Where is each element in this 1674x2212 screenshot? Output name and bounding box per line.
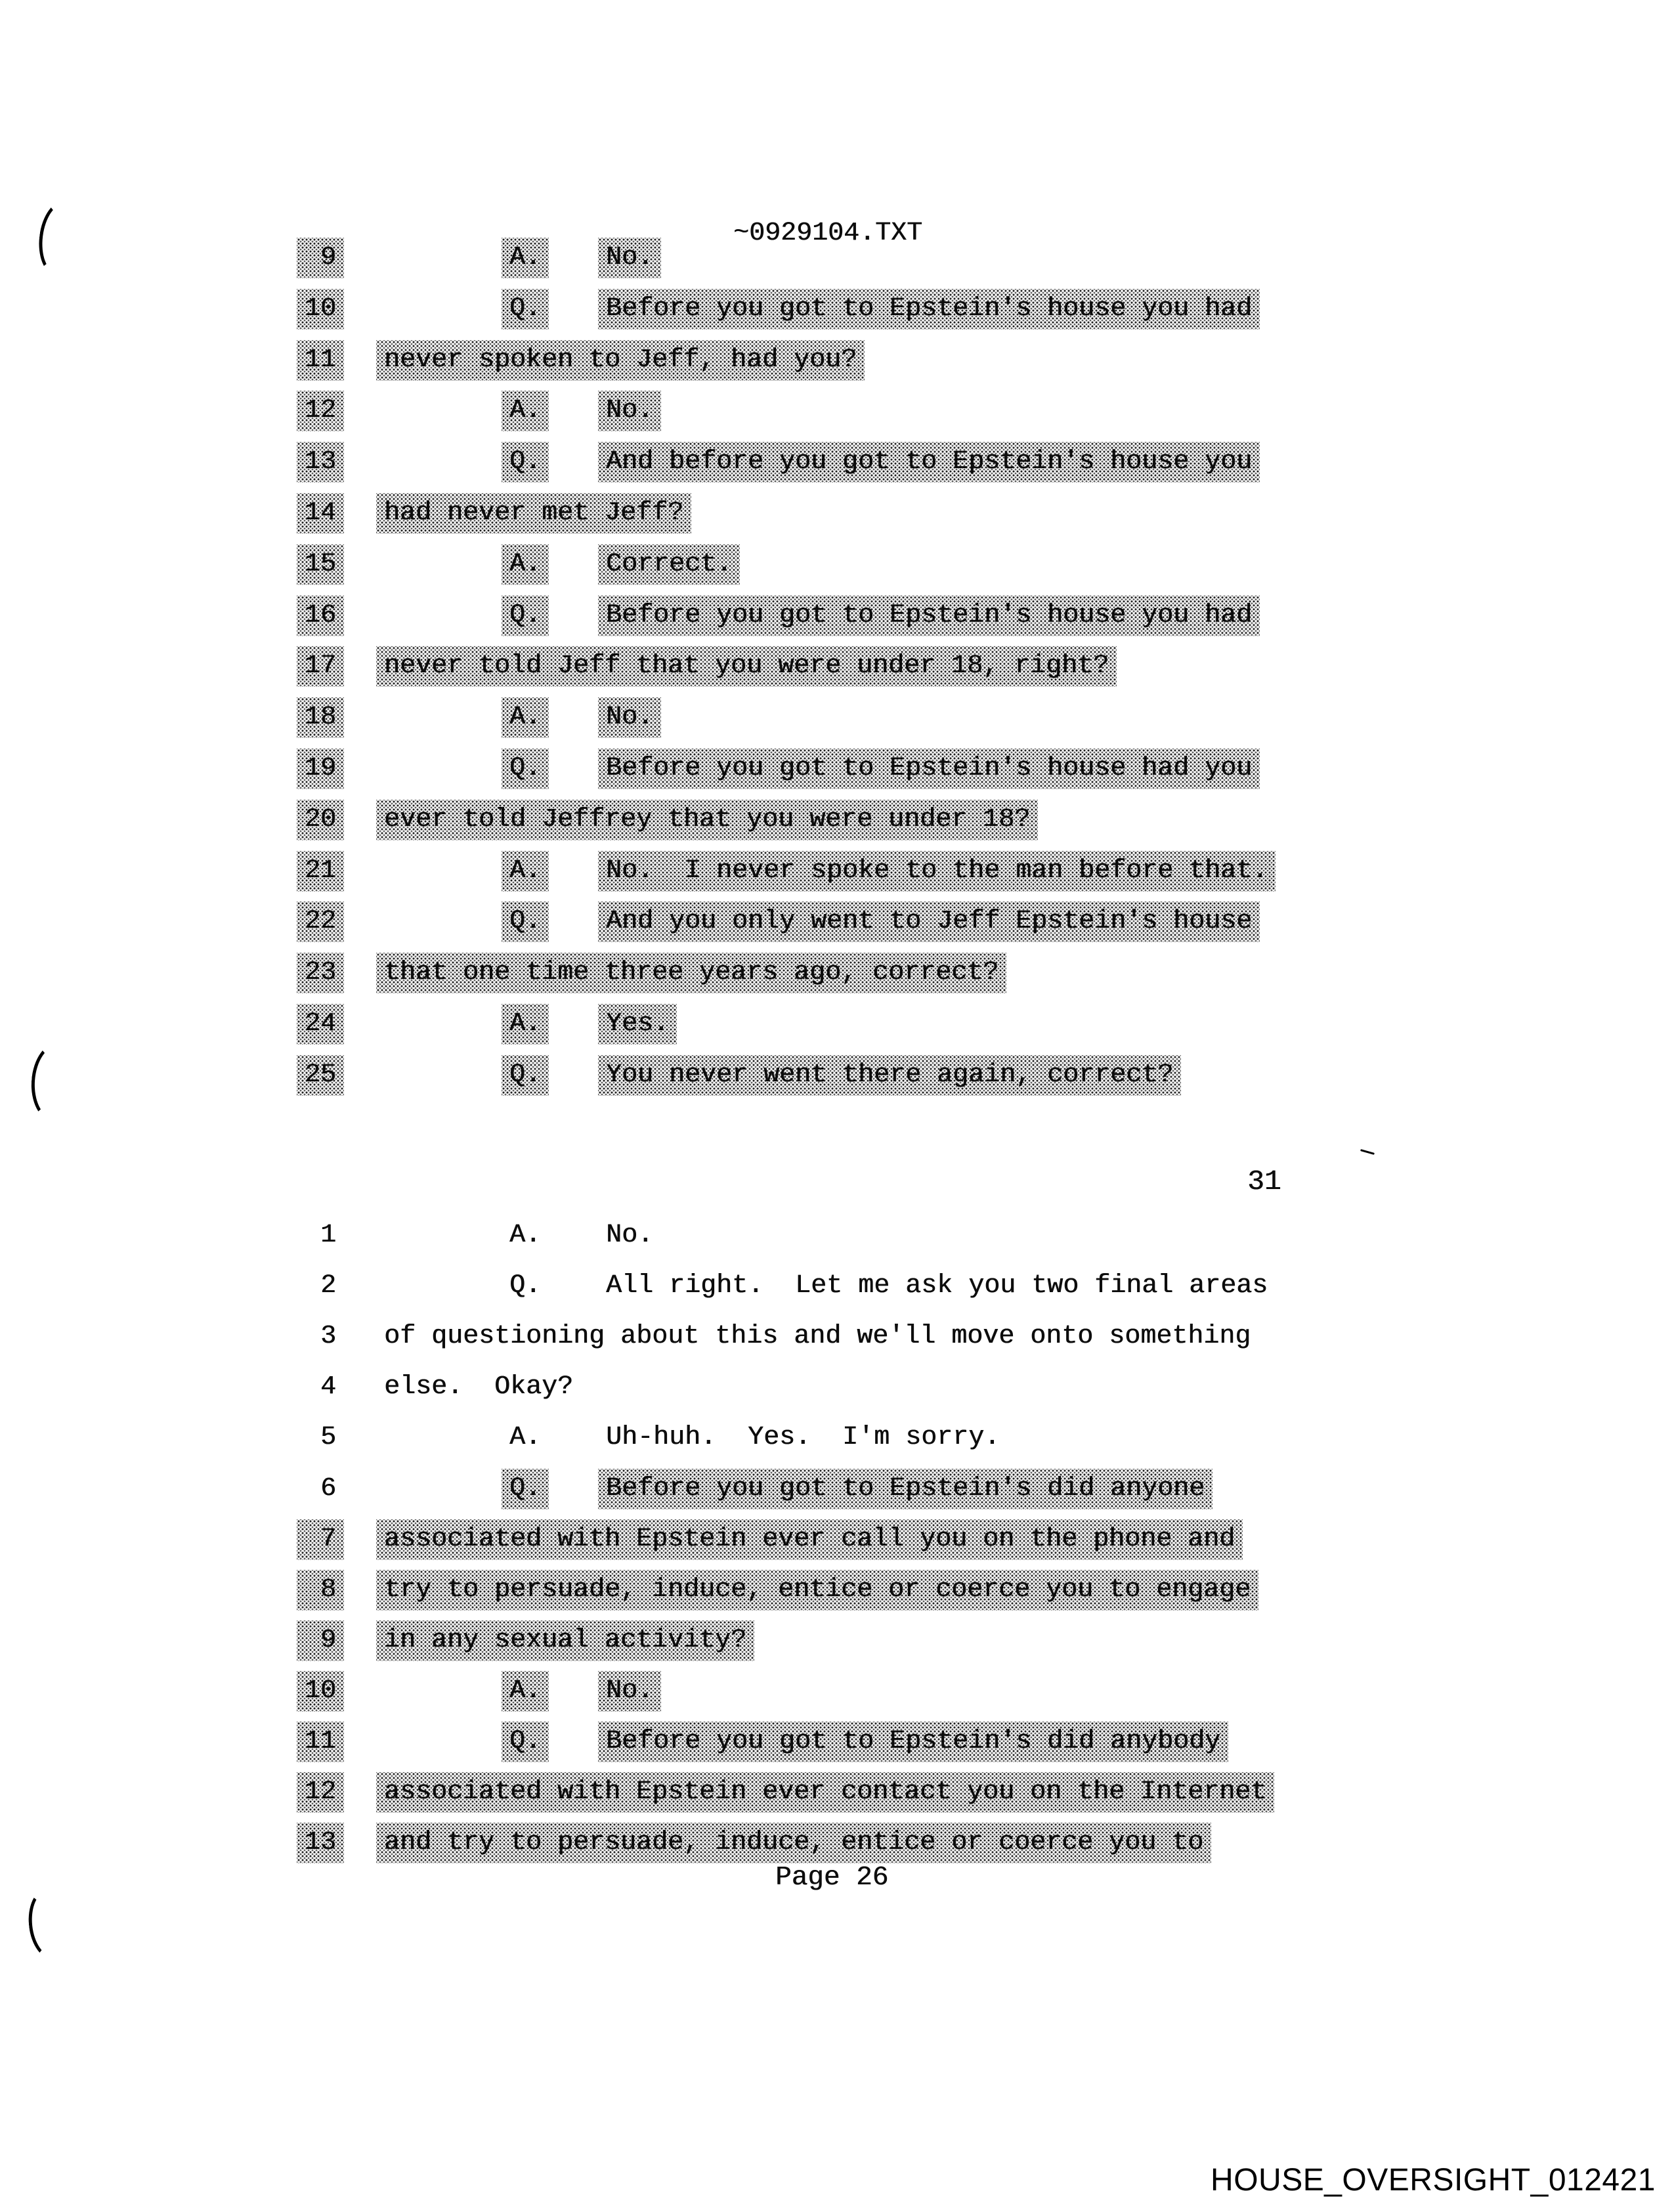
transcript-line [0,1266,1674,1307]
line-text: No. [598,391,661,431]
speaker-label: A. [502,697,549,738]
line-text: Before you got to Epstein's house you had [598,596,1260,636]
line-number: 9 [297,238,344,278]
line-number: 3 [320,1322,336,1351]
line-text: in any sexual activity? [376,1620,754,1661]
speaker-label: Q. [502,748,549,789]
transcript-line [0,697,1674,738]
line-text: of questioning about this and we'll move onto something [384,1322,1251,1351]
speaker-label: A. [502,391,549,431]
line-number: 11 [297,1722,344,1762]
line-number: 7 [297,1519,344,1560]
line-number: 10 [297,1671,344,1712]
line-text: Before you got to Epstein's house had you [598,748,1260,789]
line-text: else. Okay? [384,1372,574,1402]
transcript-line [0,901,1674,942]
transcript-line [0,800,1674,840]
speaker-label: Q. [502,1469,549,1509]
footer-page-label: Page 26 [775,1863,889,1893]
transcript-line [0,442,1674,483]
bates-stamp: HOUSE_OVERSIGHT_012421 [1211,2163,1656,2198]
transcript-line [0,1823,1674,1863]
transcript-line [0,1722,1674,1762]
line-text: never spoken to Jeff, had you? [376,340,865,381]
line-number: 21 [297,851,344,892]
transcript-line [0,953,1674,993]
transcript-line [0,1469,1674,1509]
line-text: No. [598,1671,661,1712]
speaker-label: A. [509,1423,542,1452]
speaker-label: A. [502,1671,549,1712]
speaker-label: Q. [502,442,549,483]
punch-hole-artifact-bottom [26,1886,75,1961]
line-number: 13 [297,1823,344,1863]
speaker-label: A. [502,851,549,892]
line-number: 18 [297,697,344,738]
line-number: 20 [297,800,344,840]
line-number: 5 [320,1423,336,1452]
line-text: associated with Epstein ever call you on the phone and [376,1519,1243,1560]
line-number: 17 [297,646,344,687]
transcript-line [0,748,1674,789]
line-number: 1 [320,1221,336,1250]
line-number: 13 [297,442,344,483]
line-text: Correct. [598,544,740,585]
line-text: and try to persuade, induce, entice or coerce you to [376,1823,1211,1863]
line-number: 23 [297,953,344,993]
line-text: Before you got to Epstein's house you had [598,289,1260,330]
line-number: 4 [320,1372,336,1402]
transcript-line [0,1215,1674,1256]
speaker-label: Q. [502,289,549,330]
line-text: No. [606,1221,654,1250]
transcript-line [0,646,1674,687]
line-text: No. I never spoke to the man before that. [598,851,1276,892]
header-filename: ~0929104.TXT [733,219,923,248]
line-number: 14 [297,493,344,534]
line-text: never told Jeff that you were under 18, right? [376,646,1117,687]
speaker-label: Q. [509,1271,542,1301]
transcript-line [0,1671,1674,1712]
transcript-line [0,1055,1674,1096]
transcript-line [0,544,1674,585]
line-number: 25 [297,1055,344,1096]
line-text: You never went there again, correct? [598,1055,1181,1096]
line-number: 12 [297,1772,344,1813]
page-number: 31 [1247,1165,1281,1198]
line-text: All right. Let me ask you two final areas [606,1271,1268,1301]
line-text: that one time three years ago, correct? [376,953,1006,993]
line-number: 2 [320,1271,336,1301]
transcript-line [0,1367,1674,1408]
line-text: ever told Jeffrey that you were under 18? [376,800,1038,840]
line-text: Yes. [598,1004,677,1045]
transcript-line [0,1316,1674,1357]
line-number: 9 [297,1620,344,1661]
line-text: And before you got to Epstein's house you [598,442,1260,483]
line-number: 12 [297,391,344,431]
line-text: Before you got to Epstein's did anyone [598,1469,1213,1509]
transcript-line [0,1620,1674,1661]
speaker-label: A. [502,238,549,278]
line-text: No. [598,697,661,738]
speaker-label: Q. [502,596,549,636]
line-text: Before you got to Epstein's did anybody [598,1722,1228,1762]
speaker-label: A. [502,544,549,585]
speaker-label: Q. [502,901,549,942]
line-number: 15 [297,544,344,585]
speaker-label: A. [502,1004,549,1045]
line-number: 22 [297,901,344,942]
line-number: 6 [320,1474,336,1504]
line-number: 11 [297,340,344,381]
line-number: 8 [297,1570,344,1611]
line-text: had never met Jeff? [376,493,691,534]
transcript-line [0,391,1674,431]
stray-scan-mark [1360,1149,1375,1155]
transcript-line [0,1519,1674,1560]
line-number: 24 [297,1004,344,1045]
line-text: Uh-huh. Yes. I'm sorry. [606,1423,1000,1452]
transcript-line [0,289,1674,330]
speaker-label: Q. [502,1055,549,1096]
transcript-line [0,340,1674,381]
transcript-line [0,851,1674,892]
transcript-line [0,493,1674,534]
speaker-label: A. [509,1221,542,1250]
transcript-line [0,1418,1674,1458]
transcript-line [0,238,1674,278]
line-text: try to persuade, induce, entice or coerce you to engage [376,1570,1258,1611]
line-text: associated with Epstein ever contact you on the Internet [376,1772,1274,1813]
transcript-line [0,1772,1674,1813]
line-text: And you only went to Jeff Epstein's house [598,901,1260,942]
line-number: 19 [297,748,344,789]
transcript-line [0,596,1674,636]
line-text: No. [598,238,661,278]
transcript-line [0,1570,1674,1611]
speaker-label: Q. [502,1722,549,1762]
line-number: 10 [297,289,344,330]
transcript-line [0,1004,1674,1045]
line-number: 16 [297,596,344,636]
